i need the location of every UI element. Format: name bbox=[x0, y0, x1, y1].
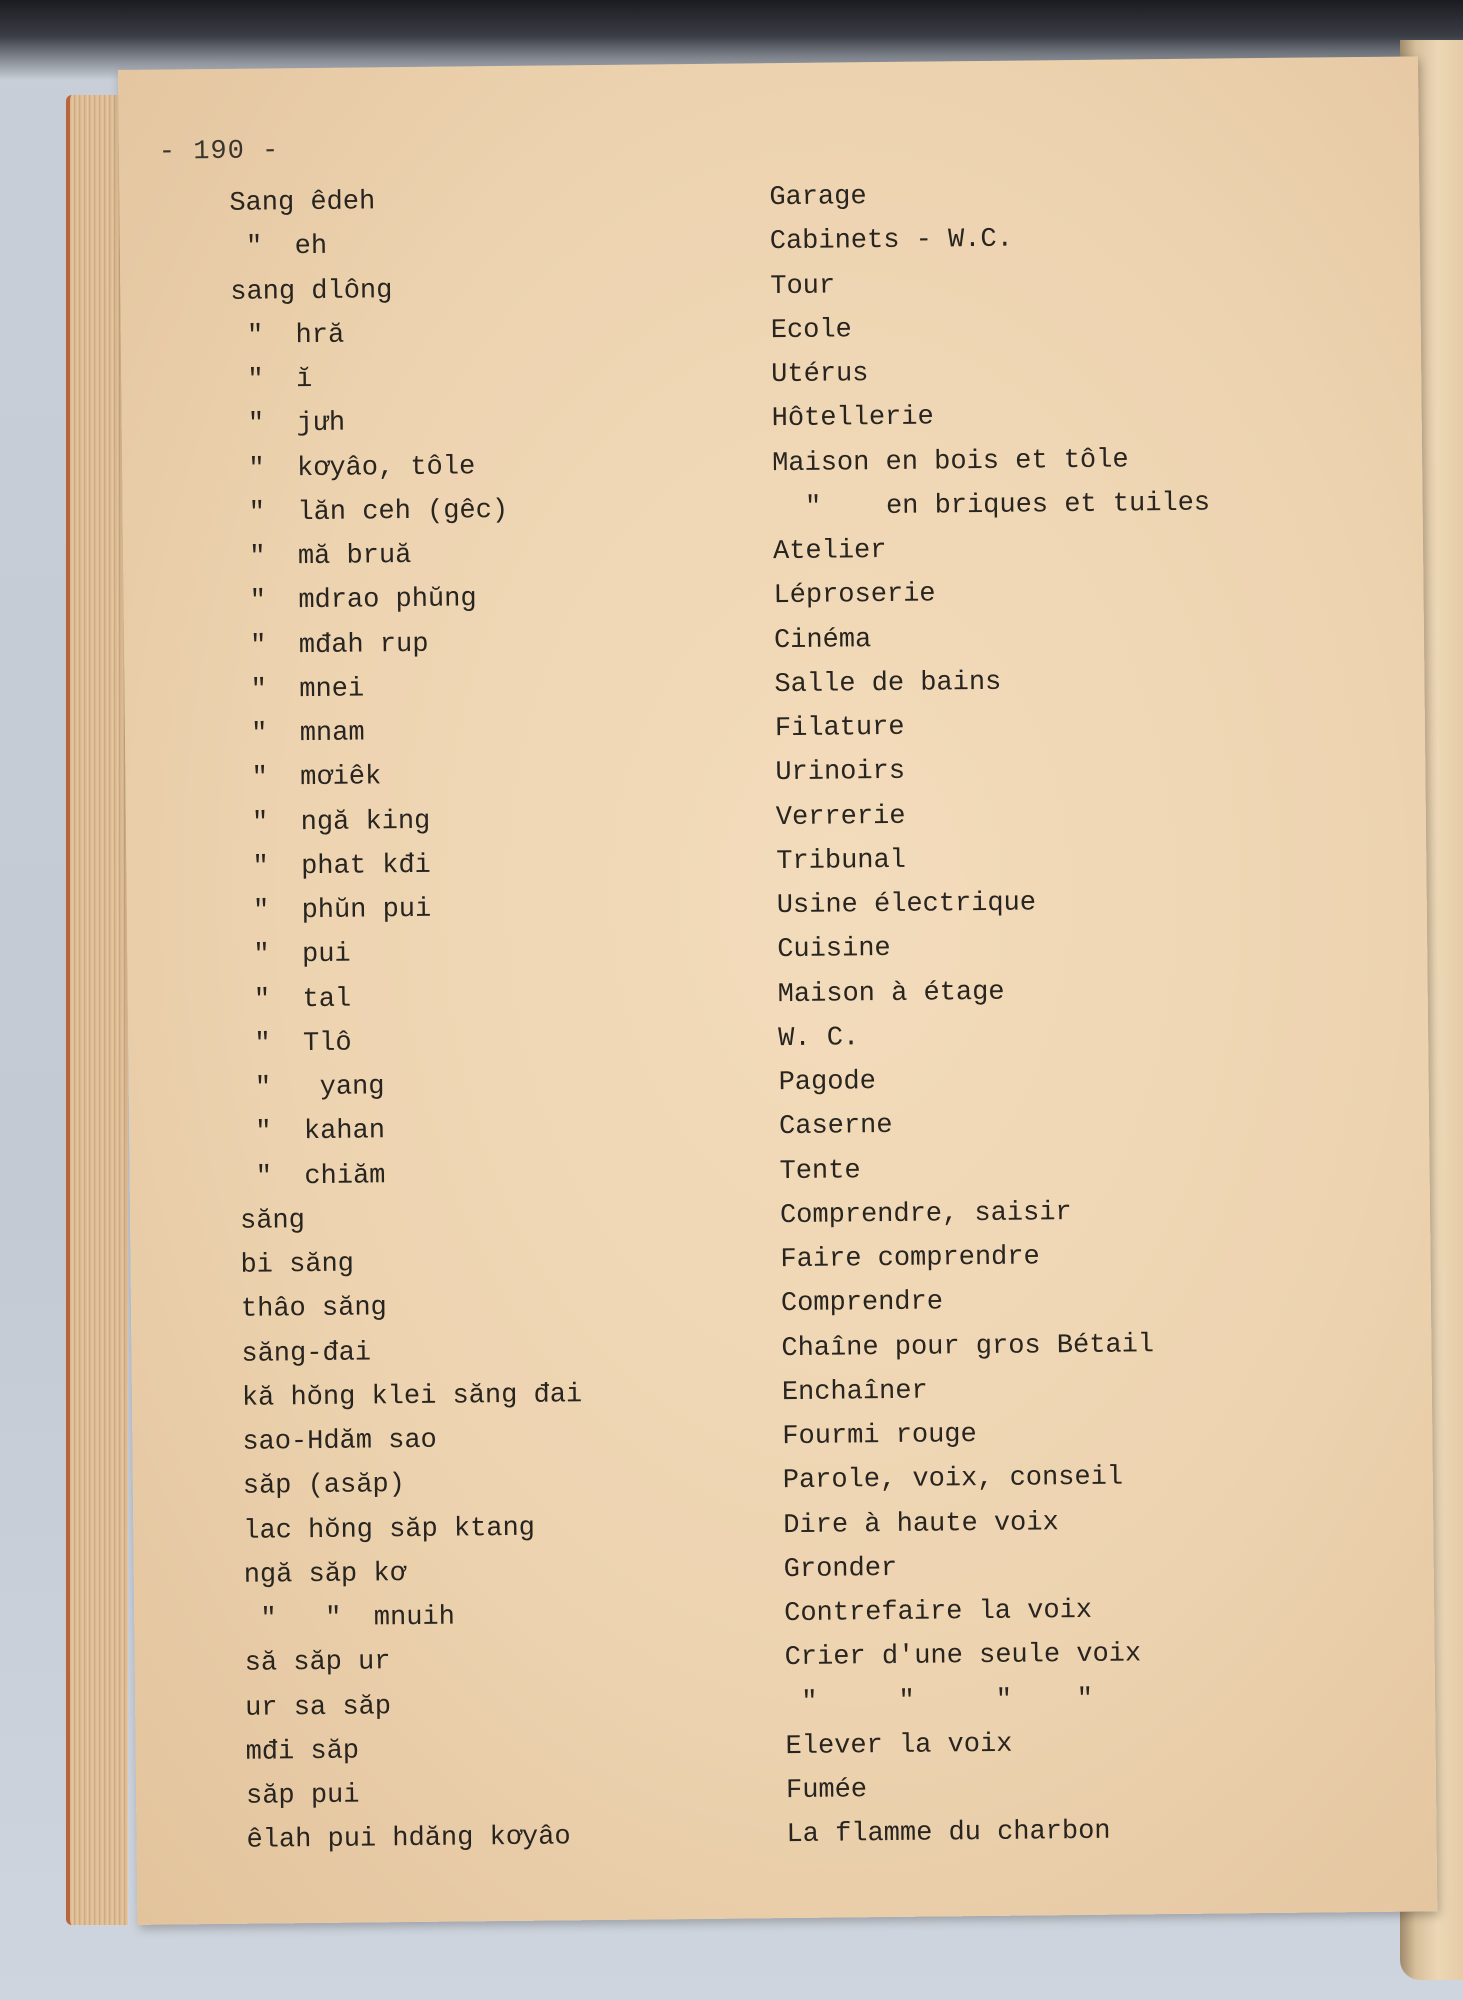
entry-term: " phat kđi bbox=[236, 850, 431, 883]
entry-definition: Salle de bains bbox=[774, 667, 1002, 700]
entry-term: " ĭ bbox=[231, 364, 313, 396]
entry-term: mđi săp bbox=[245, 1736, 360, 1768]
entry-term: săp (asăp) bbox=[242, 1470, 406, 1503]
entry-term: " ngă king bbox=[235, 806, 431, 839]
entry-definition: Dire à haute voix bbox=[783, 1507, 1059, 1541]
entry-definition: Cuisine bbox=[777, 934, 891, 966]
entry-definition: Léproserie bbox=[773, 579, 936, 612]
glossary-list bbox=[229, 176, 1427, 1870]
entry-term: " jưh bbox=[231, 408, 346, 441]
entry-term: " yang bbox=[238, 1072, 385, 1104]
entry-definition: Enchaîner bbox=[781, 1376, 928, 1408]
document-page bbox=[118, 56, 1437, 1925]
entry-definition: Ecole bbox=[770, 315, 852, 346]
entry-definition: Comprendre, saisir bbox=[779, 1197, 1072, 1231]
entry-definition: Urinoirs bbox=[775, 757, 906, 789]
entry-definition: Crier d'une seule voix bbox=[784, 1639, 1142, 1674]
entry-definition: Maison en bois et tôle bbox=[772, 444, 1129, 479]
entry-definition: " " " " bbox=[784, 1684, 1094, 1718]
entry-definition: Chaîne pour gros Bétail bbox=[781, 1329, 1155, 1364]
entry-definition: Faire comprendre bbox=[780, 1242, 1040, 1276]
entry-term: " mnam bbox=[234, 718, 365, 750]
entry-definition: W. C. bbox=[778, 1023, 860, 1054]
entry-term: " tal bbox=[237, 984, 352, 1016]
entry-definition: Fourmi rouge bbox=[782, 1420, 977, 1453]
page-number: - 190 - bbox=[158, 136, 280, 168]
entry-definition: Gronder bbox=[783, 1553, 898, 1585]
entry-definition: Cabinets - W.C. bbox=[769, 224, 1014, 258]
entry-term: ur sa săp bbox=[245, 1691, 392, 1724]
entry-definition: Maison à étage bbox=[777, 977, 1005, 1010]
entry-definition: Filature bbox=[774, 712, 905, 745]
entry-definition: Tente bbox=[779, 1155, 861, 1187]
entry-term: " pui bbox=[237, 939, 351, 972]
entry-term: lac hŏng săp ktang bbox=[243, 1513, 536, 1547]
entry-definition: Comprendre bbox=[780, 1287, 944, 1320]
entry-definition: Garage bbox=[769, 182, 867, 214]
entry-term: " kơyâo, tôle bbox=[232, 451, 476, 485]
entry-term: săp pui bbox=[245, 1780, 360, 1812]
entry-term: bi săng bbox=[240, 1249, 355, 1281]
entry-term: " mđah rup bbox=[233, 629, 429, 662]
entry-definition: Atelier bbox=[772, 535, 887, 568]
entry-term: " chiăm bbox=[239, 1160, 386, 1193]
entry-term: " mơiêk bbox=[235, 762, 382, 795]
entry-definition: Utérus bbox=[771, 359, 869, 391]
entry-definition: Contrefaire la voix bbox=[784, 1595, 1093, 1630]
entry-term: " mă bruă bbox=[232, 540, 412, 573]
entry-term: thâo săng bbox=[240, 1293, 387, 1326]
entry-term: êlah pui hdăng kơyâo bbox=[246, 1822, 571, 1857]
entry-definition: Elever la voix bbox=[785, 1729, 1013, 1762]
entry-definition: Tribunal bbox=[776, 845, 907, 877]
entry-term: sao-Hdăm sao bbox=[242, 1425, 437, 1458]
entry-term: " hră bbox=[230, 320, 345, 352]
entry-definition: Hôtellerie bbox=[771, 402, 934, 435]
entry-term: " lăn ceh (gêc) bbox=[232, 495, 509, 529]
entry-definition: Caserne bbox=[778, 1111, 893, 1143]
entry-term: " mdrao phŭng bbox=[233, 584, 477, 618]
entry-definition: Cinéma bbox=[773, 624, 872, 656]
entry-term: săng-đai bbox=[241, 1337, 372, 1370]
entry-term: " phŭn pui bbox=[236, 894, 432, 927]
entry-term: sang dlông bbox=[230, 275, 393, 308]
entry-definition: Verrerie bbox=[775, 801, 906, 833]
page-stack-edge bbox=[66, 95, 128, 1925]
entry-definition: Parole, voix, conseil bbox=[782, 1462, 1124, 1497]
entry-definition: Tour bbox=[770, 271, 836, 302]
entry-term: " Tlô bbox=[238, 1028, 352, 1060]
entry-term: ngă săp kơ bbox=[243, 1558, 406, 1591]
entry-definition: Pagode bbox=[778, 1067, 877, 1099]
entry-term: Sang êdeh bbox=[229, 187, 376, 219]
entry-term: să săp ur bbox=[244, 1647, 391, 1680]
entry-definition: Fumée bbox=[785, 1775, 868, 1807]
entry-term: " " mnuih bbox=[244, 1602, 456, 1635]
entry-definition: " en briques et tuiles bbox=[772, 488, 1211, 523]
entry-term: " eh bbox=[229, 232, 328, 264]
entry-term: kă hŏng klei săng đai bbox=[241, 1379, 583, 1414]
entry-definition: La flamme du charbon bbox=[786, 1816, 1111, 1851]
entry-term: săng bbox=[239, 1205, 306, 1237]
entry-term: " mnei bbox=[234, 674, 365, 706]
entry-definition: Usine électrique bbox=[776, 888, 1037, 922]
entry-term: " kahan bbox=[238, 1116, 386, 1149]
